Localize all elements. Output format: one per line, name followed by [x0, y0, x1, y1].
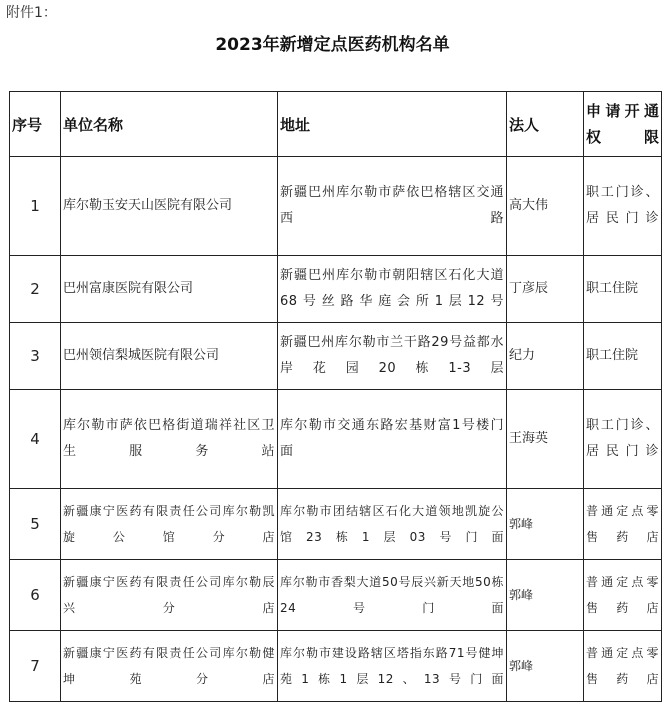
attachment-label: 附件1： — [6, 5, 57, 21]
row-unit-name: 新疆康宁医药有限责任公司库尔勒健坤苑分店 — [61, 631, 278, 702]
row-address: 新疆巴州库尔勒市朝阳辖区石化大道68号丝路华庭会所1层12号 — [278, 256, 507, 323]
row-index: 3 — [10, 323, 61, 390]
row-permission: 职工住院 — [584, 256, 662, 323]
row-legal-person: 高大伟 — [507, 157, 584, 256]
table-row — [10, 560, 662, 631]
table-row — [10, 631, 662, 702]
row-index: 2 — [10, 256, 61, 323]
table-row — [10, 323, 662, 390]
row-permission: 职工住院 — [584, 323, 662, 390]
row-index: 7 — [10, 631, 61, 702]
table-header-row — [10, 92, 662, 157]
institution-table — [9, 91, 662, 702]
table-row — [10, 157, 662, 256]
header-permission: 申请开通权限 — [584, 92, 662, 157]
row-address: 库尔勒市交通东路宏基财富1号楼门面 — [278, 390, 507, 489]
row-address: 库尔勒市香梨大道50号辰兴新天地50栋24号门面 — [278, 560, 507, 631]
row-permission: 普通定点零售药店 — [584, 631, 662, 702]
header-legal-person: 法人 — [507, 92, 584, 157]
row-index: 5 — [10, 489, 61, 560]
row-legal-person: 郭峰 — [507, 631, 584, 702]
row-index: 1 — [10, 157, 61, 256]
row-index: 6 — [10, 560, 61, 631]
row-unit-name: 巴州领信梨城医院有限公司 — [61, 323, 278, 390]
row-address: 库尔勒市建设路辖区塔指东路71号健坤苑1栋1层12、13号门面 — [278, 631, 507, 702]
header-address: 地址 — [278, 92, 507, 157]
row-index: 4 — [10, 390, 61, 489]
row-permission: 普通定点零售药店 — [584, 560, 662, 631]
row-unit-name: 巴州富康医院有限公司 — [61, 256, 278, 323]
row-legal-person: 丁彦辰 — [507, 256, 584, 323]
row-legal-person: 纪力 — [507, 323, 584, 390]
row-legal-person: 郭峰 — [507, 560, 584, 631]
row-address: 新疆巴州库尔勒市兰干路29号益都水岸花园20栋1-3层 — [278, 323, 507, 390]
row-unit-name: 库尔勒市萨依巴格街道瑞祥社区卫生服务站 — [61, 390, 278, 489]
document-title: 2023年新增定点医药机构名单 — [215, 35, 450, 55]
row-unit-name: 新疆康宁医药有限责任公司库尔勒凯旋公馆分店 — [61, 489, 278, 560]
row-permission: 职工门诊、居民门诊 — [584, 157, 662, 256]
header-index: 序号 — [10, 92, 61, 157]
table-row — [10, 489, 662, 560]
row-permission: 职工门诊、居民门诊 — [584, 390, 662, 489]
row-address: 新疆巴州库尔勒市萨依巴格辖区交通西路 — [278, 157, 507, 256]
header-unit-name: 单位名称 — [61, 92, 278, 157]
table-row — [10, 256, 662, 323]
row-permission: 普通定点零售药店 — [584, 489, 662, 560]
row-unit-name: 新疆康宁医药有限责任公司库尔勒辰兴分店 — [61, 560, 278, 631]
row-unit-name: 库尔勒玉安天山医院有限公司 — [61, 157, 278, 256]
table-row — [10, 390, 662, 489]
row-legal-person: 郭峰 — [507, 489, 584, 560]
row-address: 库尔勒市团结辖区石化大道领地凯旋公馆23栋1层03号门面 — [278, 489, 507, 560]
row-legal-person: 王海英 — [507, 390, 584, 489]
